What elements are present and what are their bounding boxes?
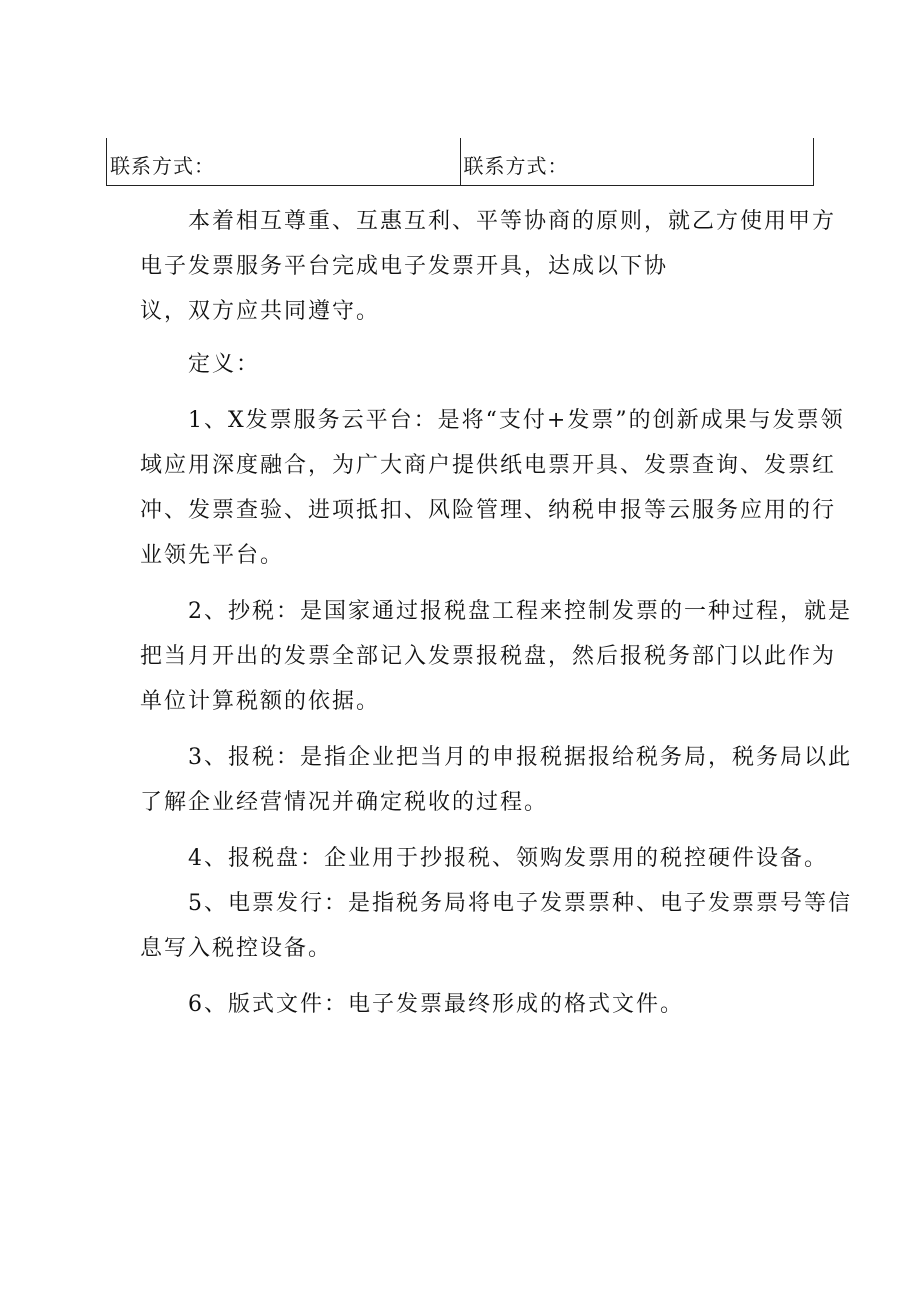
contact-label-right: 联系方式：: [463, 154, 569, 178]
definition-item-4: [140, 841, 828, 877]
text-line: 冲、发票查验、进项抵扣、风险管理、纳税申报等云服务应用的行: [140, 498, 837, 523]
text-line: 息写入税控设备。: [140, 936, 333, 961]
text-line: 2、抄税：是国家通过报税盘工程来控制发票的一种过程，就是: [188, 599, 852, 624]
text-line: 单位计算税额的依据。: [140, 689, 381, 714]
contact-cell-right: [460, 138, 814, 185]
text-line: 本着相互尊重、互惠互利、平等协商的原则，就乙方使用甲方: [188, 209, 837, 234]
definition-item-6: [140, 987, 820, 1023]
definition-item-2: [140, 594, 852, 720]
text-line: 3、报税：是指企业把当月的申报税据报给税务局，税务局以此: [188, 745, 852, 770]
intro-paragraph: [140, 204, 837, 330]
text-line: 1、X发票服务云平台：是将“支付+发票”的创新成果与发票领: [188, 408, 845, 433]
contact-label-left: 联系方式：: [110, 154, 215, 178]
agreement-body: [140, 204, 852, 1023]
text-line: 5、电票发行：是指税务局将电子发票票种、电子发票票号等信: [188, 891, 852, 916]
text-line: 业领先平台。: [140, 543, 285, 568]
definition-item-1: [140, 403, 845, 574]
text-line: 电子发票服务平台完成电子发票开具，达成以下协: [140, 254, 669, 279]
definitions-heading: 定义：: [188, 352, 261, 377]
definition-item-5: [140, 886, 852, 967]
text-line: 把当月开出的发票全部记入发票报税盘，然后报税务部门以此作为: [140, 644, 837, 669]
contact-cell-left: [107, 138, 460, 185]
text-line: 域应用深度融合，为广大商户提供纸电票开具、发票查询、发票红: [140, 453, 837, 478]
text-line: 6、版式文件：电子发票最终形成的格式文件。: [188, 992, 684, 1017]
definition-item-3: [140, 740, 852, 821]
text-line: 4、报税盘：企业用于抄报税、领购发票用的税控硬件设备。: [188, 846, 828, 871]
contact-table: [106, 138, 814, 186]
text-line: 了解企业经营情况并确定税收的过程。: [140, 790, 549, 815]
text-line: 议，双方应共同遵守。: [140, 299, 381, 324]
